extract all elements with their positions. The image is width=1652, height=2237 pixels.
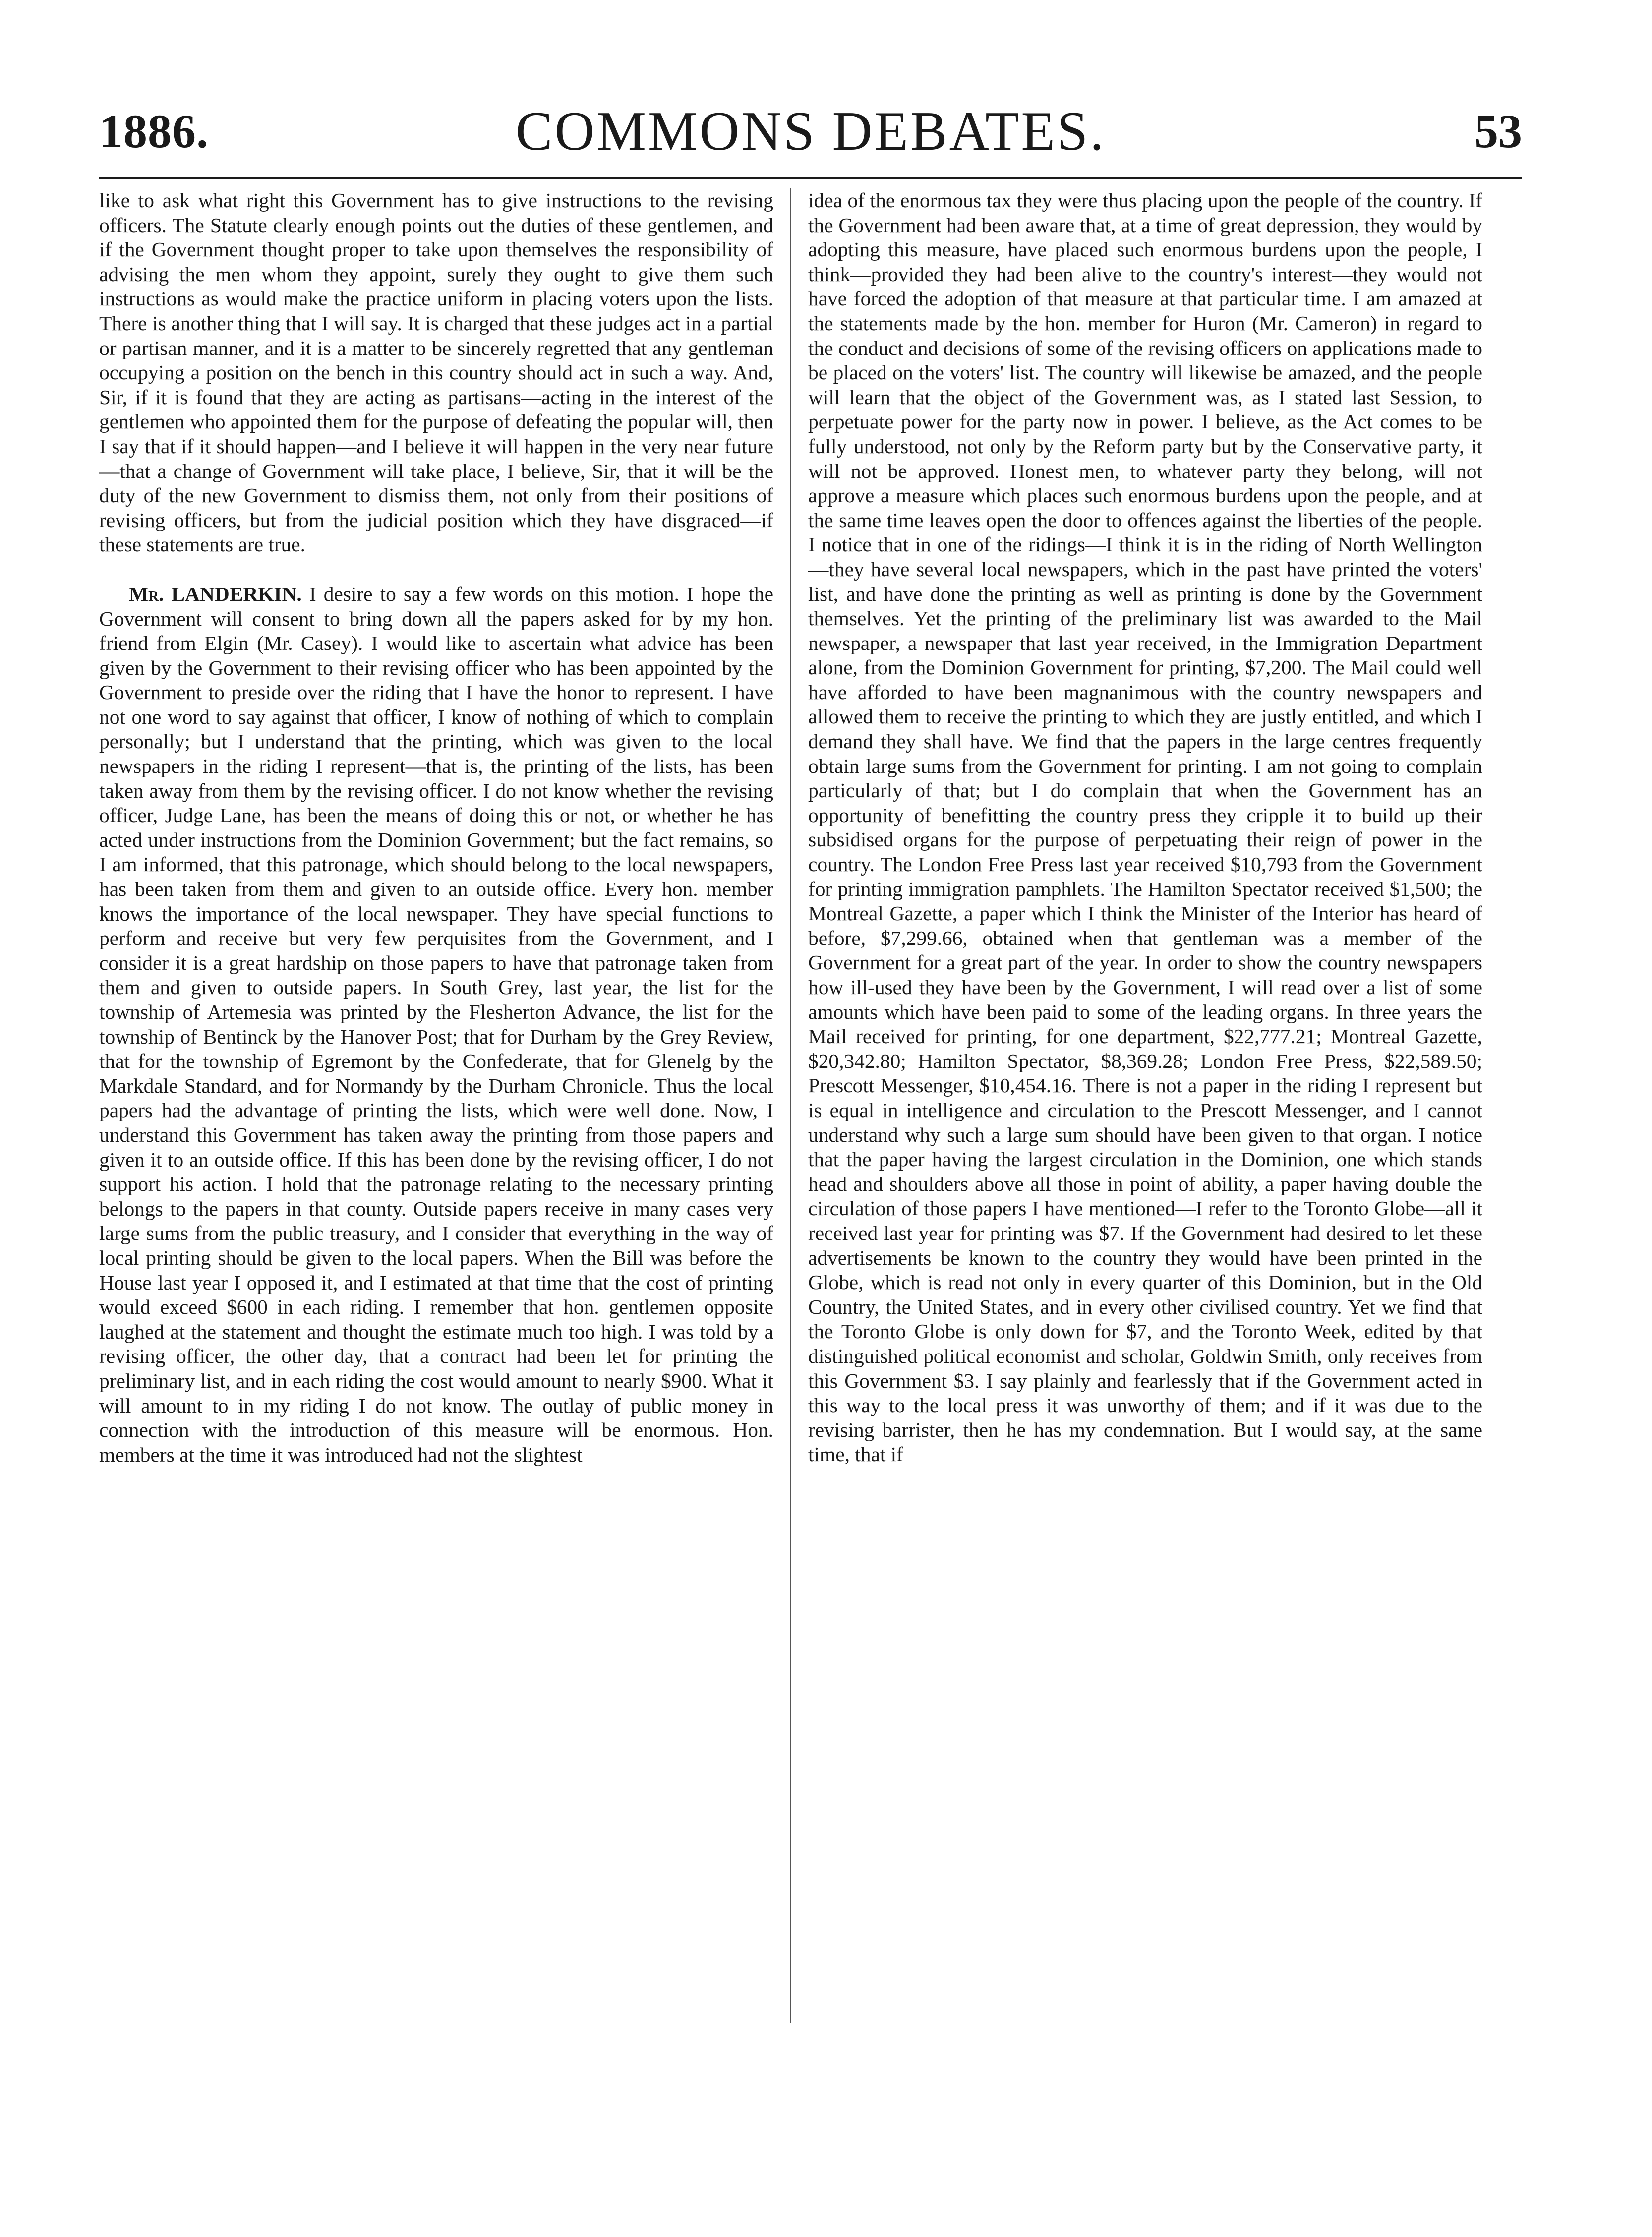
page-header	[99, 99, 1522, 164]
landerkin-speech	[99, 582, 773, 1467]
left-column	[99, 188, 773, 2023]
left-paragraph-continued: like to ask what right this Government has to give instructions to the revising officers. The Statute clearly enough points out the duties of these gentlemen, and if the Government thought proper to take upon themselves the responsibility of advising the men whom they appoint, surely they ought to give them such instructions as would make the practice uniform in placing voters upon the lists. There is another thing that I will say. It is charged that these judges act in a partial or partisan manner, and it is a matter to be sincerely regretted that any gentleman occupying a position on the bench in this country should act in such a way. And, Sir, if it is found that they are acting as partisans—acting in the interest of the gentlemen who appointed them for the purpose of defeating the popular will, then I say that if it should happen—and I believe it will happen in the very near future—that a change of Government will take place, I believe, Sir, that it will be the duty of the new Government to dismiss them, not only from their positions of revising officers, but from the judicial position which they have disgraced—if these statements are true.	[99, 189, 773, 556]
right-paragraph: idea of the enormous tax they were thus placing upon the people of the country. If the Government had been aware that, at a time of great depression, they would by adopting this measure, have placed such enormous burdens upon the people, I think—provided they had been alive to the country's interest—they would not have forced the adoption of that measure at that particular time. I am amazed at the statements made by the hon. member for Huron (Mr. Cameron) in regard to the conduct and decisions of some of the revising officers on applications made to be placed on the voters' list. The country will likewise be amazed, and the people will learn that the object of the Government was, as I stated last Session, to perpetuate power for the party now in power. I believe, as the Act comes to be fully understood, not only by the Reform party but by the Conservative party, it will not be approved. Honest men, to whatever party they belong, will not approve a measure which places such enormous burdens upon the people, and at the same time leaves open the door to offences against the liberties of the people. I notice that in one of the ridings—I think it is in the riding of North Wellington—they have several local newspapers, which in the past have printed the voters' list, and have done the printing as well as printing is done by the Government themselves. Yet the printing of the preliminary list was awarded to the Mail newspaper, a newspaper that last year received, in the Immigration Department alone, from the Dominion Government for printing, $7,200. The Mail could well have afforded to have been magnanimous with the country newspapers and allowed them to receive the printing to which they are justly entitled, and which I demand they shall have. We find that the papers in the large centres frequently obtain large sums from the Government for printing. I am not going to complain particularly of that; but I do complain that when the Government has an opportunity of benefitting the country press they cripple it to build up their subsidised organs for the purpose of perpetuating their reign of power in the country. The London Free Press last year received $10,793 from the Government for printing immigration pamphlets. The Hamilton Spectator received $1,500; the Montreal Gazette, a paper which I think the Minister of the Interior has heard of before, $7,299.66, obtained when that gentleman was a member of the Government for a great part of the year. In order to show the country newspapers how ill-used they have been by the Government, I will read over a list of some amounts which have been paid to some of the leading organs. In three years the Mail received for printing, for one department, $22,777.21; Montreal Gazette, $20,342.80; Hamilton Spectator, $8,369.28; London Free Press, $22,589.50; Prescott Messenger, $10,454.16. There is not a paper in the riding I represent but is equal in intelligence and circulation to the Prescott Messenger, and I cannot understand why such a large sum should have been given to that organ. I notice that the paper having the largest circulation in the Dominion, one which stands head and shoulders above all those in point of ability, a paper having double the circulation of those papers I have mentioned—I refer to the Toronto Globe—all it received last year for printing was $7. If the Government had desired to let these advertisements be known to the country they would have been printed in the Globe, which is read not only in every quarter of this Dominion, but in the Old Country, the United States, and in every other civilised country. Yet we find that the Toronto Globe is only down for $7, and the Toronto Week, edited by that distinguished political economist and scholar, Goldwin Smith, only receives from this Government $3. I say plainly and fearlessly that if the Government acted in this way to the local press it was unworthy of them; and if it was due to the revising barrister, then he has my condemnation. But I would say, at the same time, that if	[808, 189, 1482, 1466]
landerkin-speech-text: I desire to say a few words on this motion. I hope the Government will consent to bring down all the papers asked for by my hon. friend from Elgin (Mr. Casey). I would like to ascertain what advice has been given by the Government to their revising officer who has been appointed by the Government to preside over the riding that I have the honor to represent. I have not one word to say against that officer, I know of nothing of which to complain personally; but I understand that the printing, which was given to the local newspapers in the riding I represent—that is, the printing of the lists, has been taken away from them by the revising officer. I do not know whether the revising officer, Judge Lane, has been the means of doing this or not, or whether he has acted under instructions from the Dominion Government; but the fact remains, so I am informed, that this patronage, which should belong to the local newspapers, has been taken from them and given to an outside office. Every hon. member knows the importance of the local newspaper. They have special functions to perform and receive but very few perquisites from the Government, and I consider it is a great hardship on those papers to have that patronage taken from them and given to outside papers. In South Grey, last year, the list for the township of Artemesia was printed by the Flesherton Advance, the list for the township of Bentinck by the Hanover Post; that for Durham by the Grey Review, that for the township of Egremont by the Confederate, that for Glenelg by the Markdale Standard, and for Normandy by the Durham Chronicle. Thus the local papers had the advantage of printing the lists, which were well done. Now, I understand this Government has taken away the printing from those papers and given it to an outside office. If this has been done by the revising officer, I do not support his action. I hold that the patronage relating to the necessary printing belongs to the papers in that county. Outside papers receive in many cases very large sums from the public treasury, and I consider that everything in the way of local printing should be given to the local papers. When the Bill was before the House last year I opposed it, and I estimated at that time that the cost of printing would exceed $600 in each riding. I remember that hon. gentlemen opposite laughed at the statement and thought the estimate much too high. I was told by a revising officer, the other day, that a contract had been let for printing the preliminary list, and in each riding the cost would amount to nearly $900. What it will amount to in my riding I do not know. The outlay of public money in connection with the introduction of this measure will be enormous. Hon. members at the time it was introduced had not the slightest	[99, 582, 773, 1466]
right-column	[808, 188, 1482, 2023]
column-divider	[790, 188, 791, 2023]
header-year: 1886.	[99, 105, 209, 158]
speaker-name: Mr. LANDERKIN.	[129, 582, 302, 605]
header-rule	[99, 177, 1522, 179]
header-title: COMMONS DEBATES.	[515, 101, 1106, 162]
page-number: 53	[1475, 105, 1522, 158]
